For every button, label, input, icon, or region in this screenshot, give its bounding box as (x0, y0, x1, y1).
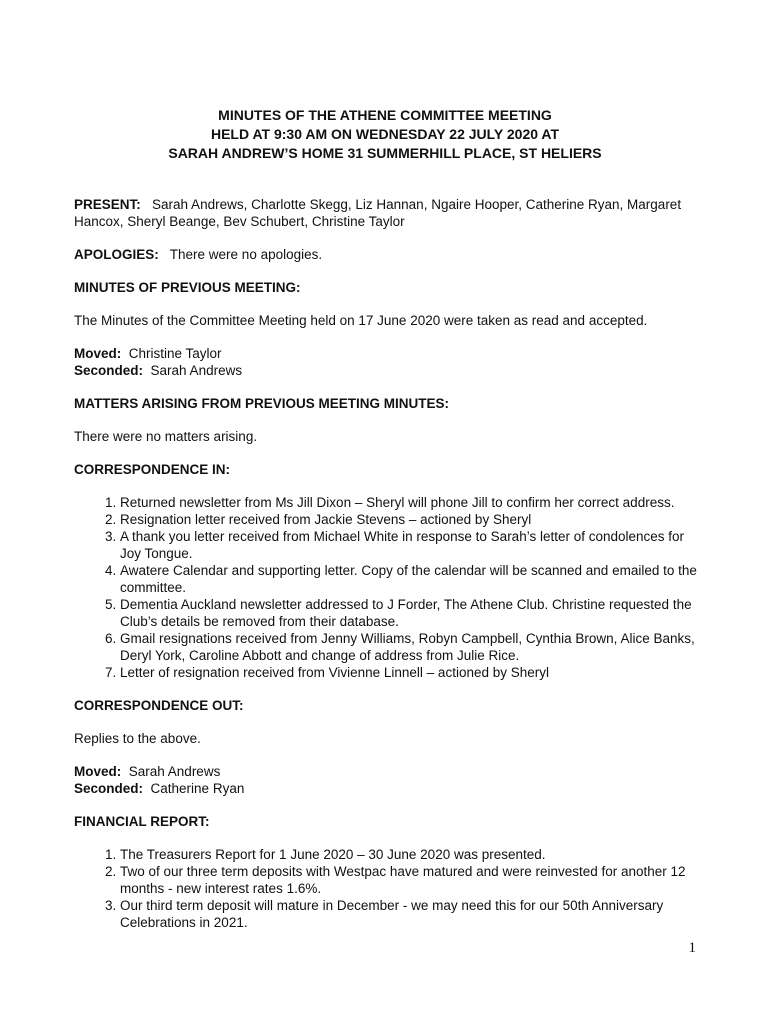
list-item: 6. Gmail resignations received from Jenny Williams, Robyn Campbell, Cynthia Brown, Alice Banks, Deryl York, Caroline Abbott and change of address from Julie Rice. (120, 630, 704, 664)
matters-arising-text: There were no matters arising. (74, 429, 258, 444)
moved-label: Moved: (74, 346, 122, 361)
document-title (0, 106, 770, 163)
correspondence-in-list (74, 494, 704, 681)
previous-minutes-motion (74, 345, 704, 379)
seconded-name: Catherine Ryan (150, 781, 245, 796)
previous-minutes-text: The Minutes of the Committee Meeting held on 17 June 2020 were taken as read and accepted. (74, 313, 648, 328)
apologies-text: There were no apologies. (169, 247, 323, 262)
list-item: 1. Returned newsletter from Ms Jill Dixon – Sheryl will phone Jill to confirm her correct address. (120, 494, 704, 511)
list-item: 5. Dementia Auckland newsletter addressed to J Forder, The Athene Club. Christine requested the Club’s details be removed from their database. (120, 596, 704, 630)
list-item: 3. A thank you letter received from Michael White in response to Sarah’s letter of condolences for Joy Tongue. (120, 528, 704, 562)
list-item: 2. Two of our three term deposits with Westpac have matured and were reinvested for another 12 months - new interest rates 1.6%. (120, 863, 704, 897)
apologies-label: APOLOGIES: (74, 247, 159, 262)
previous-minutes-heading: MINUTES OF PREVIOUS MEETING: (74, 280, 301, 295)
moved-label: Moved: (74, 764, 122, 779)
correspondence-out-text: Replies to the above. (74, 731, 201, 746)
matters-arising-heading: MATTERS ARISING FROM PREVIOUS MEETING MINUTES: (74, 396, 450, 411)
moved-name: Sarah Andrews (128, 764, 221, 779)
financial-report-list (74, 846, 704, 931)
title-line-3: SARAH ANDREW’S HOME 31 SUMMERHILL PLACE, ST HELIERS (168, 145, 602, 161)
page-number: 1 (688, 940, 696, 956)
correspondence-in-heading: CORRESPONDENCE IN: (74, 462, 231, 477)
present-label: PRESENT: (74, 197, 141, 212)
seconded-label: Seconded: (74, 781, 144, 796)
document-body (74, 196, 704, 931)
title-line-1: MINUTES OF THE ATHENE COMMITTEE MEETING (218, 107, 552, 123)
list-item: 2. Resignation letter received from Jackie Stevens – actioned by Sheryl (120, 511, 704, 528)
present-section (74, 196, 704, 230)
list-item: 7. Letter of resignation received from Vivienne Linnell – actioned by Sheryl (120, 664, 704, 681)
list-item: 1. The Treasurers Report for 1 June 2020 – 30 June 2020 was presented. (120, 846, 704, 863)
apologies-section (74, 246, 704, 263)
seconded-label: Seconded: (74, 363, 144, 378)
title-line-2: HELD AT 9:30 AM ON WEDNESDAY 22 JULY 2020 AT (210, 126, 560, 142)
financial-report-heading: FINANCIAL REPORT: (74, 814, 210, 829)
list-item: 3. Our third term deposit will mature in December - we may need this for our 50th Anniversary Celebrations in 2021. (120, 897, 704, 931)
moved-name: Christine Taylor (128, 346, 222, 361)
correspondence-out-motion (74, 763, 704, 797)
present-text: Sarah Andrews, Charlotte Skegg, Liz Hannan, Ngaire Hooper, Catherine Ryan, Margaret Hancox, Sheryl Beange, Bev Schubert, Christine Taylor (74, 197, 682, 229)
list-item: 4. Awatere Calendar and supporting letter. Copy of the calendar will be scanned and emailed to the committee. (120, 562, 704, 596)
seconded-name: Sarah Andrews (150, 363, 243, 378)
correspondence-out-heading: CORRESPONDENCE OUT: (74, 698, 244, 713)
